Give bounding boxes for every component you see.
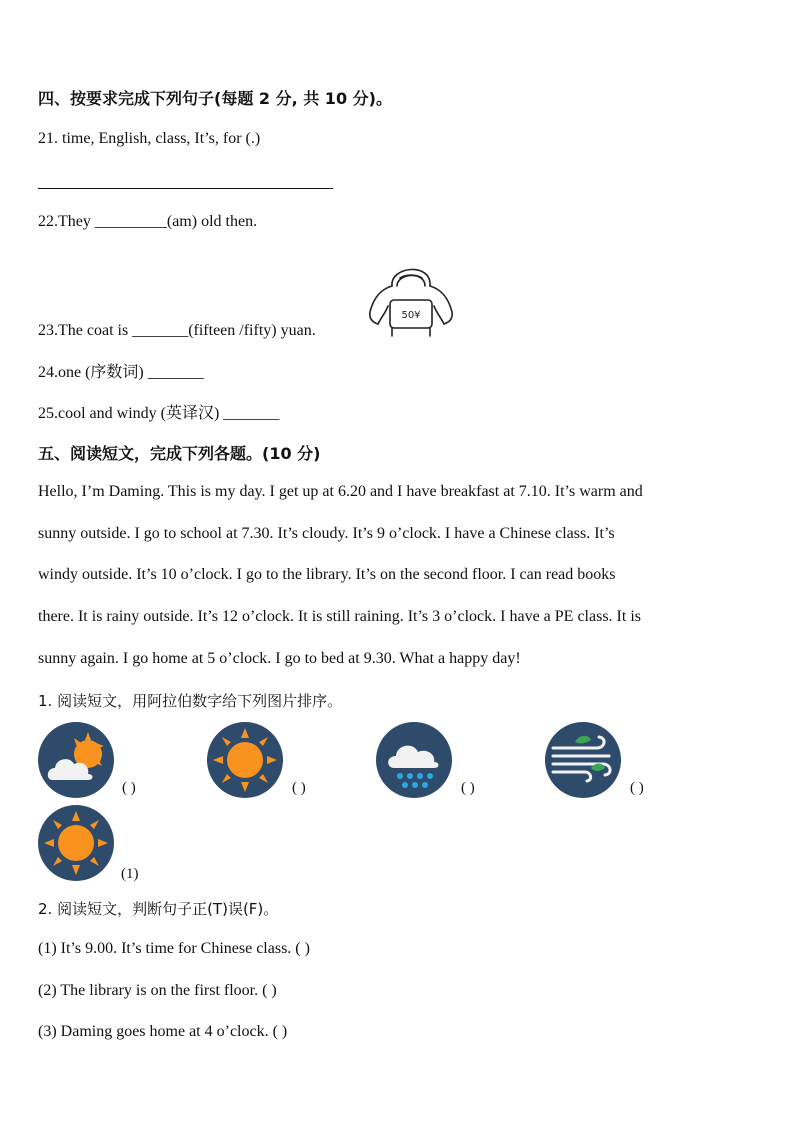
passage-line: windy outside. It’s 10 o’clock. I go to the library. It’s on the second floor. I can read books bbox=[38, 566, 616, 583]
answer-paren-3[interactable]: ( ) bbox=[461, 780, 475, 796]
question-24: 24.one (序数词) _______ bbox=[38, 364, 204, 381]
sun-icon bbox=[38, 805, 114, 881]
answer-line-21[interactable] bbox=[38, 188, 333, 189]
question-23: 23.The coat is _______(fifteen /fifty) yuan. bbox=[38, 322, 316, 339]
task-2-instruction: 2. 阅读短文，判断句子正(T)误(F)。 bbox=[38, 900, 279, 918]
answer-paren-5[interactable]: (1) bbox=[121, 866, 139, 882]
question-25: 25.cool and windy (英译汉) _______ bbox=[38, 405, 280, 422]
answer-paren-1[interactable]: ( ) bbox=[122, 780, 136, 796]
price-tag: 50¥ bbox=[401, 310, 421, 321]
judgment-item-3: (3) Daming goes home at 4 o’clock. ( ) bbox=[38, 1023, 288, 1040]
judgment-item-2: (2) The library is on the first floor. ( ) bbox=[38, 982, 277, 999]
section-4-heading: 四、按要求完成下列句子(每题 2 分, 共 10 分)。 bbox=[38, 89, 392, 108]
judgment-item-1: (1) It’s 9.00. It’s time for Chinese class. ( ) bbox=[38, 940, 310, 957]
sun-icon bbox=[207, 722, 283, 798]
question-21: 21. time, English, class, It’s, for (.) bbox=[38, 130, 261, 147]
passage-line: sunny outside. I go to school at 7.30. It’s cloudy. It’s 9 o’clock. I have a Chinese class. It’s bbox=[38, 525, 615, 542]
answer-paren-4[interactable]: ( ) bbox=[630, 780, 644, 796]
passage-line: Hello, I’m Daming. This is my day. I get up at 6.20 and I have breakfast at 7.10. It’s warm and bbox=[38, 483, 643, 500]
answer-paren-2[interactable]: ( ) bbox=[292, 780, 306, 796]
passage-line: there. It is rainy outside. It’s 12 o’clock. It is still raining. It’s 3 o’clock. I have a PE class. It is bbox=[38, 608, 641, 625]
rain-cloud-icon bbox=[376, 722, 452, 798]
passage-line: sunny again. I go home at 5 o’clock. I go to bed at 9.30. What a happy day! bbox=[38, 650, 521, 667]
question-22: 22.They _________(am) old then. bbox=[38, 213, 258, 230]
cloud-sun-icon bbox=[38, 722, 114, 798]
coat-icon bbox=[366, 256, 456, 338]
section-5-heading: 五、阅读短文，完成下列各题。(10 分) bbox=[38, 444, 321, 463]
task-1-instruction: 1. 阅读短文，用阿拉伯数字给下列图片排序。 bbox=[38, 692, 343, 710]
wind-icon bbox=[545, 722, 621, 798]
